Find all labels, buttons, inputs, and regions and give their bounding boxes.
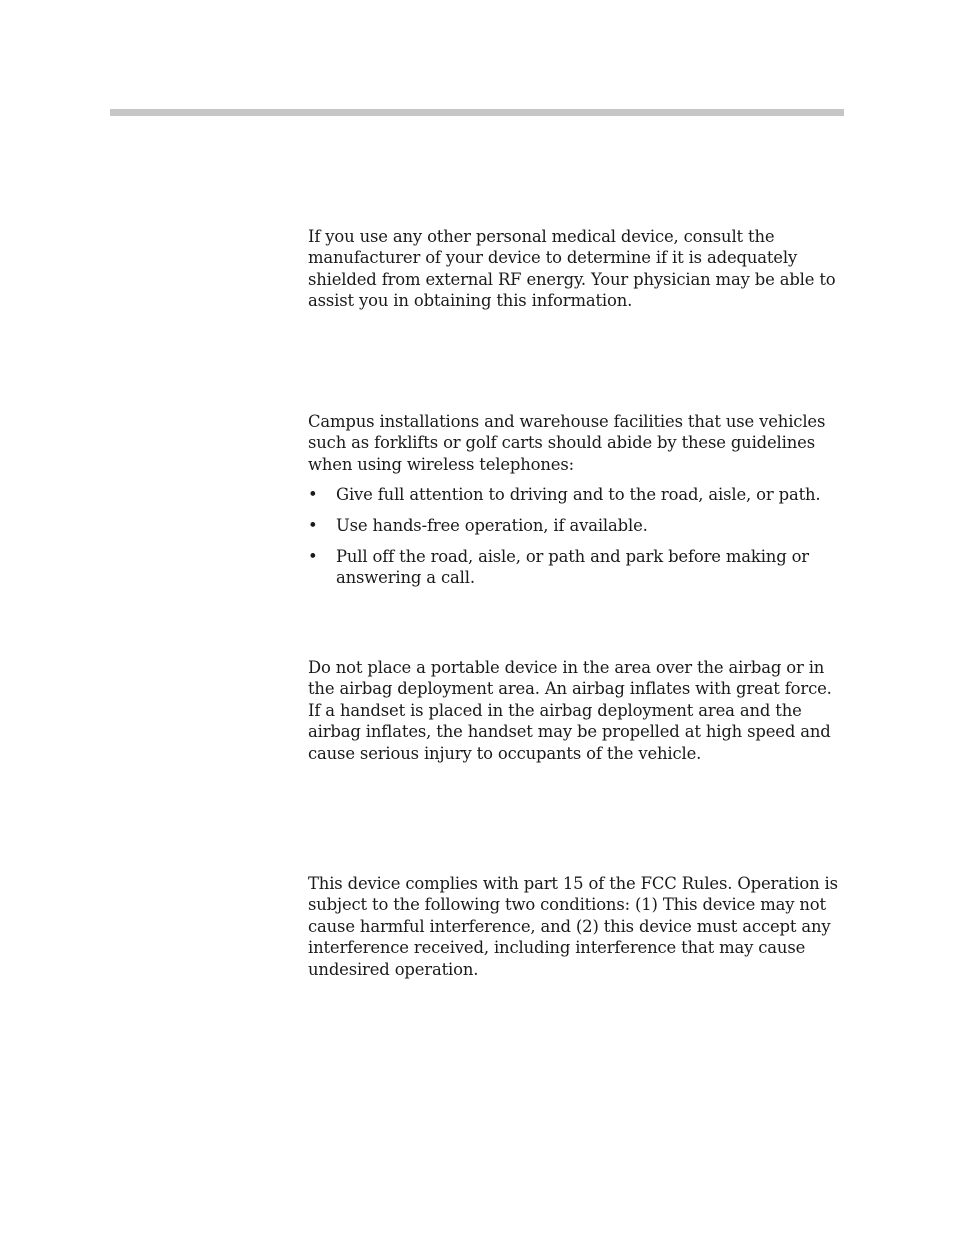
fcc-compliance-paragraph: This device complies with part 15 of the FCC Rules. Operation is subject to the following two conditions: (1) This device may not cause harmful interference, and (2) this device must accept any interference received, including interference that may cause undesired operation. [308,874,838,979]
header-rule [110,109,844,116]
bullet-icon: • [308,485,318,504]
vehicle-guidelines-paragraph: Campus installations and warehouse facilities that use vehicles such as forklifts or golf carts should abide by these guidelines when using wireless telephones: [308,412,826,474]
list-item-text: Use hands-free operation, if available. [336,516,648,535]
bullet-icon: • [308,516,318,535]
vehicle-guidelines-list [308,484,838,598]
list-item [308,546,838,589]
list-item [308,484,838,505]
airbag-warning-paragraph: Do not place a portable device in the area over the airbag or in the airbag deployment area. An airbag inflates with great force. If a handset is placed in the airbag deployment area and the airbag inflates, the handset may be propelled at high speed and cause serious injury to occupants of the vehicle. [308,658,832,763]
medical-device-paragraph: If you use any other personal medical device, consult the manufacturer of your device to determine if it is adequately shielded from external RF energy. Your physician may be able to assist you in obtaining this information. [308,227,836,311]
list-item [308,515,838,536]
list-item-text: Give full attention to driving and to the road, aisle, or path. [336,485,821,504]
list-item-text: Pull off the road, aisle, or path and park before making or answering a call. [336,547,809,588]
bullet-icon: • [308,547,318,566]
